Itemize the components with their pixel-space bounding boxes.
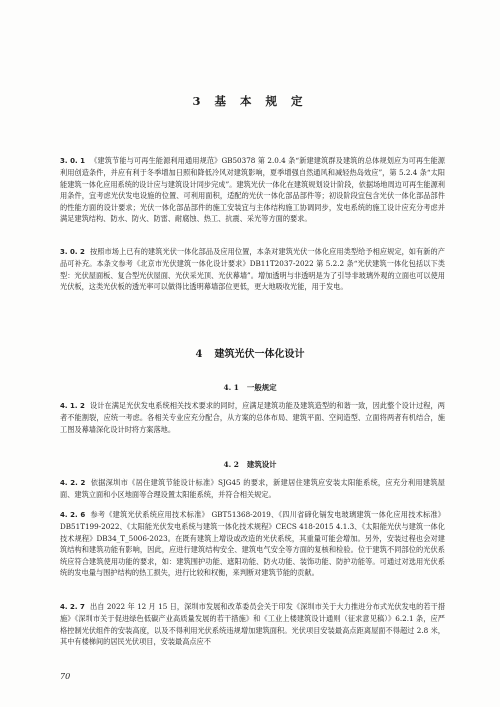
- clause-number: 4. 2. 2: [60, 479, 86, 487]
- clause-text: 依据深圳市《居住建筑节能设计标准》SJG45 的要求，新建居住建筑应安装太阳能系统，应充分利用建筑屋面、建筑立面和小区地面等合理设置太阳能系统，并符合相关规定。: [60, 478, 445, 500]
- subsection-title-4-1: [0, 382, 500, 393]
- clause-text: 参考《建筑光伏系统应用技术标准》 GBT51368-2019、《四川省碲化镉发电玻璃建筑一体化应用技术标准》DB51T199-2022、《太阳能光伏发电系统与建筑一体化技术规程》CECS 418-2015 4.1.3、《太阳能光伏与建筑一体化技术规程》DB34_T_5006-2023。在既有建筑上增设或改造的光伏系统，其重量可能会增加。另外，安装过程也会对建筑结构和建筑功能有影响，因此，应进行建筑结构安全、建筑电气安全等方面的复核和检验。位于建筑不同部位的光伏系统应符合建筑使用功能的要求，如：建筑围护功能、遮阳功能、防火功能、装饰功能、防护功能等。可通过对选用光伏系统的发电量与围护结构的热工损失，进行比较和权衡，来判断对建筑节能的贡献。: [60, 510, 445, 578]
- clause-number: 3. 0. 1: [60, 157, 86, 165]
- subsection-number: 4. 2: [223, 460, 239, 469]
- clause-text: 按照市场上已有的建筑光伏一体化部品及应用位置，本条对建筑光伏一体化应用类型给予相应规定，如有新的产品可补充。本条文参考《北京市光伏建筑一体化设计要求》DB11T2037-2022 第 5.2.2 条“光伏建筑一体化包括以下类型：光伏屋面板、复合型光伏屋面、光伏采光顶、光伏幕墙”。增加透明与非透明是为了引导非玻璃外观的立面也可以使用光伏板，这类光伏板的透光率可以做得比透明幕墙部位更低，更大地吸收光能，用于发电。: [60, 247, 445, 292]
- clause-number: 4. 1. 2: [60, 402, 85, 410]
- clause-number: 4. 2. 7: [60, 603, 85, 611]
- clause-4-1-2: [60, 400, 445, 435]
- clause-3-0-2: [60, 246, 445, 293]
- clause-number: 3. 0. 2: [60, 248, 85, 256]
- subsection-number: 4. 1: [223, 383, 239, 392]
- clause-text: 《建筑节能与可再生能源利用通用规范》GB50378 第 2.0.4 条“新建建筑群及建筑的总体规划应为可再生能源利用创造条件，并应有利于冬季增加日照和降低冷风对建筑影响，夏季增强自然通风和减轻热岛效应”，第 5.2.4 条“太阳能建筑一体化应用系统的设计应与建筑设计同步完成”。建筑光伏一体化在建筑规划设计阶段，依据场地周边可再生能源利用条件，宜考虑光伏发电设施的位置、可利用面积，适配的光伏一体化部品部件等；初设阶段宜包含光伏一体化部品部件的性能方面的设计要求；光伏一体化部品部件的施工安装宜与主体结构施工协调同步，发电系统的施工设计应充分考虑并满足建筑结构、防水、防火、防雷、耐腐蚀、热工、抗震、采光等方面的要求。: [60, 156, 445, 224]
- clause-number: 4. 2. 6: [60, 511, 86, 519]
- clause-4-2-6: [60, 509, 445, 578]
- clause-4-2-7: [60, 601, 445, 648]
- subsection-name: 一般规定: [246, 383, 277, 392]
- page-number: 70: [60, 672, 71, 681]
- clause-text: 设计在满足光伏发电系统相关技术要求的同时，应满足建筑功能及建筑造型的和谐一致，因此整个设计过程，两者不能割裂，应统一考虑。各相关专业应充分配合，从方案的总体布局、建筑平面、空间造型、立面将两者有机结合，施工图及幕墙深化设计时将方案落地。: [60, 401, 445, 434]
- section-number: 4: [195, 349, 203, 360]
- clause-4-2-2: [60, 477, 445, 501]
- subsection-name: 建筑设计: [246, 460, 277, 469]
- clause-3-0-1: [60, 155, 445, 224]
- clause-text: 出自 2022 年 12 月 15 日，深圳市发展和改革委员会关于印发《深圳市关于大力推进分布式光伏发电的若干措施》《深圳市关于促进绿色低碳产业高质量发展的若干措施》和《工业上楼建筑设计通则（征求意见稿）》6.2.1 条，应严格控制光伏组件的安装高度，以及不得利用光伏系统违规增加建筑面积。光伏项目安装最高点距离屋面不得超过 2.8 米，其中有楼梯间的居民光伏项目，安装最高点应不: [60, 602, 446, 647]
- subsection-title-4-2: [0, 459, 500, 470]
- chapter-title: 3 基 本 规 定: [192, 94, 308, 108]
- section-title: [0, 345, 500, 360]
- section-name: 建筑光伏一体化设计: [214, 349, 305, 360]
